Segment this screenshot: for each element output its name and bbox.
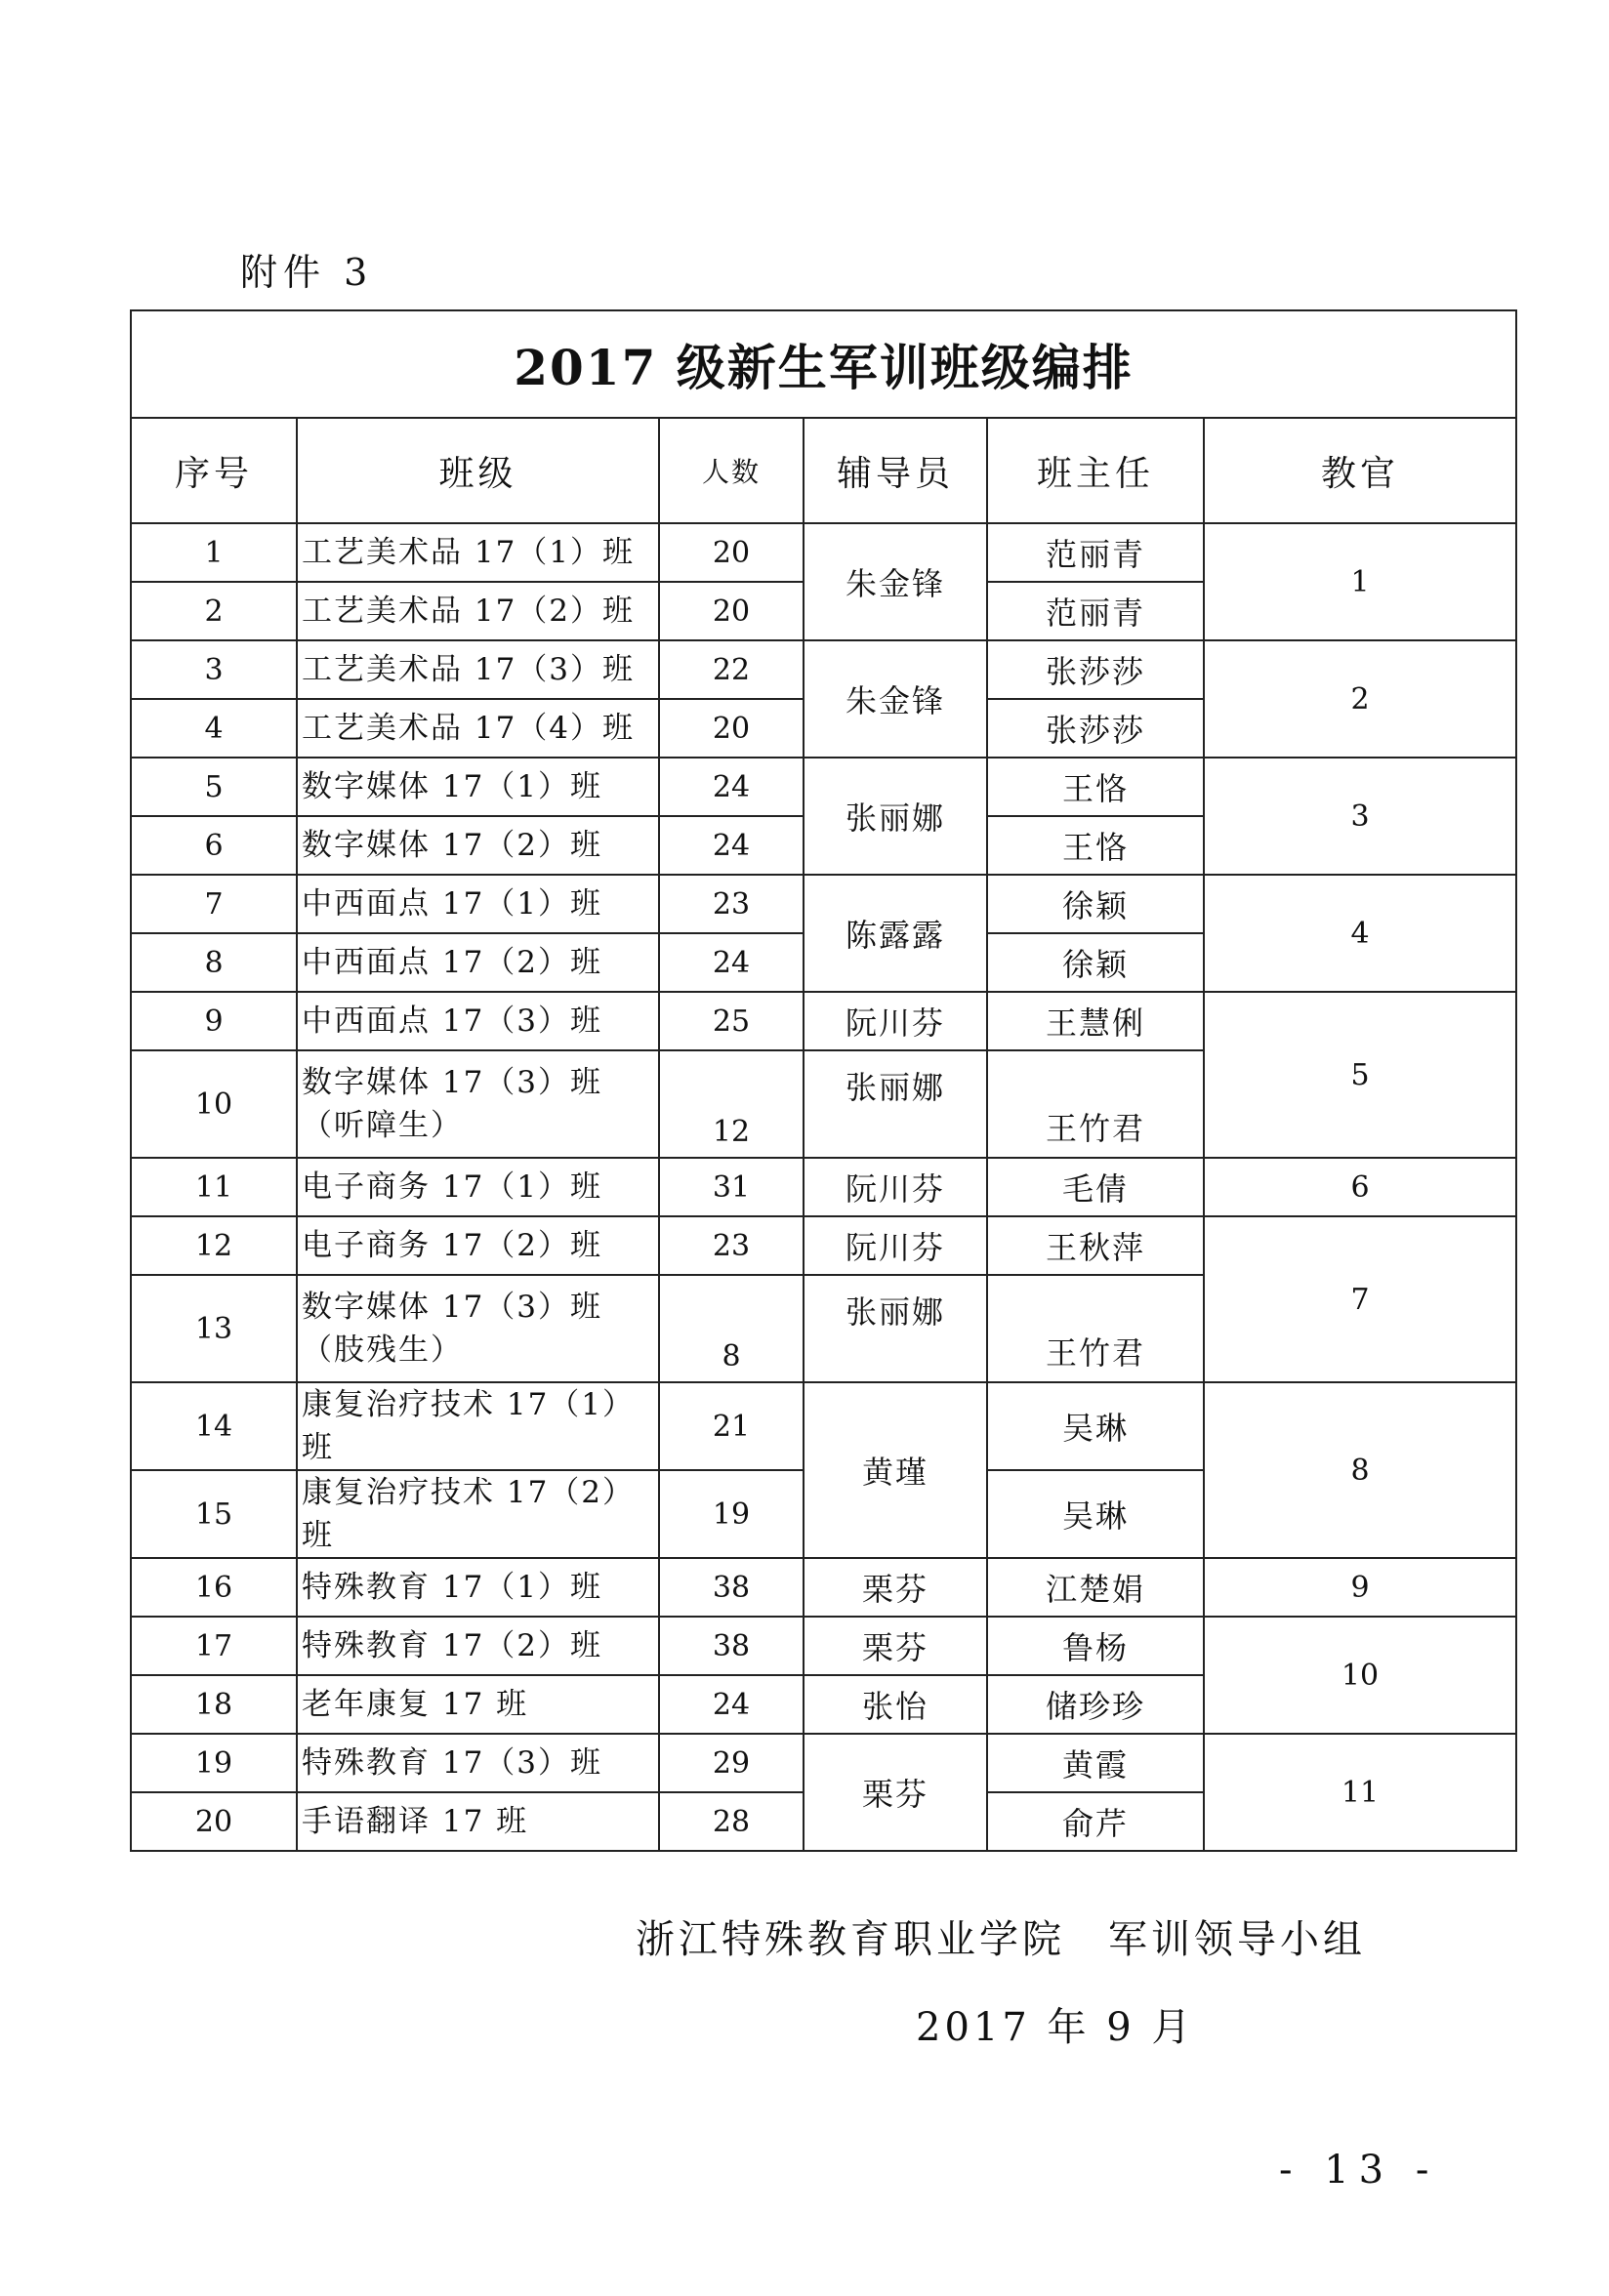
signature-organization: 浙江特殊教育职业学院 军训领导小组	[636, 1917, 1366, 1962]
cell-counselor: 栗芬	[804, 1558, 987, 1617]
header-class: 班级	[297, 418, 659, 523]
cell-count: 23	[659, 875, 804, 933]
cell-head-teacher: 吴琳	[987, 1470, 1204, 1558]
cell-class: 特殊教育 17（2）班	[297, 1617, 659, 1675]
cell-count: 20	[659, 523, 804, 582]
cell-class: 工艺美术品 17（2）班	[297, 582, 659, 640]
cell-count: 24	[659, 1675, 804, 1734]
cell-seq: 18	[131, 1675, 297, 1734]
cell-seq: 4	[131, 699, 297, 758]
cell-head-teacher: 毛倩	[987, 1158, 1204, 1216]
cell-counselor: 张丽娜	[804, 1275, 987, 1382]
cell-seq: 3	[131, 640, 297, 699]
cell-seq: 10	[131, 1050, 297, 1158]
table-row	[131, 1558, 1516, 1617]
cell-count: 25	[659, 992, 804, 1050]
cell-counselor: 黄瑾	[804, 1382, 987, 1558]
cell-counselor: 张丽娜	[804, 758, 987, 875]
cell-head-teacher: 储珍珍	[987, 1675, 1204, 1734]
cell-count: 21	[659, 1382, 804, 1470]
cell-head-teacher: 王慧俐	[987, 992, 1204, 1050]
cell-counselor: 朱金锋	[804, 523, 987, 640]
attachment-label: 附件 3	[240, 251, 374, 294]
cell-seq: 17	[131, 1617, 297, 1675]
cell-head-teacher: 张莎莎	[987, 640, 1204, 699]
cell-head-teacher: 俞芹	[987, 1792, 1204, 1851]
cell-class: 中西面点 17（1）班	[297, 875, 659, 933]
cell-seq: 13	[131, 1275, 297, 1382]
cell-class: 特殊教育 17（3）班	[297, 1734, 659, 1792]
cell-class: 工艺美术品 17（3）班	[297, 640, 659, 699]
cell-counselor: 栗芬	[804, 1617, 987, 1675]
table-row	[131, 1617, 1516, 1675]
cell-class: 电子商务 17（1）班	[297, 1158, 659, 1216]
table-row	[131, 1216, 1516, 1275]
cell-count: 24	[659, 816, 804, 875]
page-number: - 13 -	[1279, 2148, 1439, 2193]
cell-class: 工艺美术品 17（1）班	[297, 523, 659, 582]
cell-instructor: 8	[1204, 1382, 1516, 1558]
cell-seq: 2	[131, 582, 297, 640]
cell-class: 数字媒体 17（2）班	[297, 816, 659, 875]
class-arrangement-table	[130, 309, 1517, 1852]
cell-head-teacher: 黄霞	[987, 1734, 1204, 1792]
cell-instructor: 9	[1204, 1558, 1516, 1617]
cell-seq: 1	[131, 523, 297, 582]
cell-counselor: 阮川芬	[804, 1158, 987, 1216]
table-row	[131, 758, 1516, 816]
table-row	[131, 1158, 1516, 1216]
cell-head-teacher: 徐颖	[987, 933, 1204, 992]
cell-class: 手语翻译 17 班	[297, 1792, 659, 1851]
cell-count: 38	[659, 1558, 804, 1617]
cell-count: 31	[659, 1158, 804, 1216]
cell-instructor: 11	[1204, 1734, 1516, 1851]
header-instructor: 教官	[1204, 418, 1516, 523]
cell-counselor: 阮川芬	[804, 1216, 987, 1275]
cell-count: 38	[659, 1617, 804, 1675]
cell-seq: 9	[131, 992, 297, 1050]
header-counselor: 辅导员	[804, 418, 987, 523]
cell-instructor: 7	[1204, 1216, 1516, 1382]
cell-seq: 16	[131, 1558, 297, 1617]
cell-instructor: 5	[1204, 992, 1516, 1158]
cell-seq: 8	[131, 933, 297, 992]
cell-count: 23	[659, 1216, 804, 1275]
cell-instructor: 10	[1204, 1617, 1516, 1734]
cell-class: 数字媒体 17（3）班（听障生）	[297, 1050, 659, 1158]
cell-class: 特殊教育 17（1）班	[297, 1558, 659, 1617]
cell-instructor: 4	[1204, 875, 1516, 992]
cell-seq: 12	[131, 1216, 297, 1275]
table-row	[131, 992, 1516, 1050]
header-head-teacher: 班主任	[987, 418, 1204, 523]
header-seq: 序号	[131, 418, 297, 523]
table-title: 2017 级新生军训班级编排	[131, 310, 1516, 418]
cell-count: 20	[659, 699, 804, 758]
cell-head-teacher: 范丽青	[987, 582, 1204, 640]
cell-head-teacher: 王竹君	[987, 1275, 1204, 1382]
cell-class: 康复治疗技术 17（2）班	[297, 1470, 659, 1558]
cell-head-teacher: 吴琳	[987, 1382, 1204, 1470]
cell-counselor: 陈露露	[804, 875, 987, 992]
cell-seq: 15	[131, 1470, 297, 1558]
cell-head-teacher: 王秋萍	[987, 1216, 1204, 1275]
cell-seq: 6	[131, 816, 297, 875]
cell-class: 数字媒体 17（3）班（肢残生）	[297, 1275, 659, 1382]
table-row	[131, 875, 1516, 933]
cell-head-teacher: 王恪	[987, 816, 1204, 875]
cell-count: 20	[659, 582, 804, 640]
cell-count: 29	[659, 1734, 804, 1792]
cell-instructor: 1	[1204, 523, 1516, 640]
cell-count: 8	[659, 1275, 804, 1382]
cell-count: 19	[659, 1470, 804, 1558]
cell-head-teacher: 张莎莎	[987, 699, 1204, 758]
header-row	[131, 418, 1516, 523]
table-row	[131, 1734, 1516, 1792]
cell-count: 24	[659, 933, 804, 992]
cell-class: 康复治疗技术 17（1）班	[297, 1382, 659, 1470]
cell-head-teacher: 江楚娟	[987, 1558, 1204, 1617]
cell-head-teacher: 鲁杨	[987, 1617, 1204, 1675]
cell-class: 电子商务 17（2）班	[297, 1216, 659, 1275]
cell-counselor: 栗芬	[804, 1734, 987, 1851]
signature-date: 2017 年 9 月	[916, 2005, 1195, 2050]
cell-seq: 7	[131, 875, 297, 933]
cell-seq: 11	[131, 1158, 297, 1216]
cell-counselor: 朱金锋	[804, 640, 987, 758]
cell-counselor: 张丽娜	[804, 1050, 987, 1158]
cell-counselor: 张怡	[804, 1675, 987, 1734]
cell-head-teacher: 王竹君	[987, 1050, 1204, 1158]
table-row	[131, 523, 1516, 582]
cell-class: 数字媒体 17（1）班	[297, 758, 659, 816]
cell-seq: 20	[131, 1792, 297, 1851]
cell-count: 22	[659, 640, 804, 699]
cell-counselor: 阮川芬	[804, 992, 987, 1050]
cell-class: 工艺美术品 17（4）班	[297, 699, 659, 758]
cell-count: 12	[659, 1050, 804, 1158]
cell-count: 24	[659, 758, 804, 816]
cell-head-teacher: 王恪	[987, 758, 1204, 816]
cell-instructor: 2	[1204, 640, 1516, 758]
table-row	[131, 1382, 1516, 1470]
table-row	[131, 640, 1516, 699]
cell-head-teacher: 徐颖	[987, 875, 1204, 933]
cell-class: 老年康复 17 班	[297, 1675, 659, 1734]
cell-seq: 19	[131, 1734, 297, 1792]
cell-seq: 5	[131, 758, 297, 816]
cell-class: 中西面点 17（3）班	[297, 992, 659, 1050]
cell-class: 中西面点 17（2）班	[297, 933, 659, 992]
header-count: 人数	[659, 418, 804, 523]
cell-seq: 14	[131, 1382, 297, 1470]
cell-count: 28	[659, 1792, 804, 1851]
cell-head-teacher: 范丽青	[987, 523, 1204, 582]
cell-instructor: 3	[1204, 758, 1516, 875]
cell-instructor: 6	[1204, 1158, 1516, 1216]
